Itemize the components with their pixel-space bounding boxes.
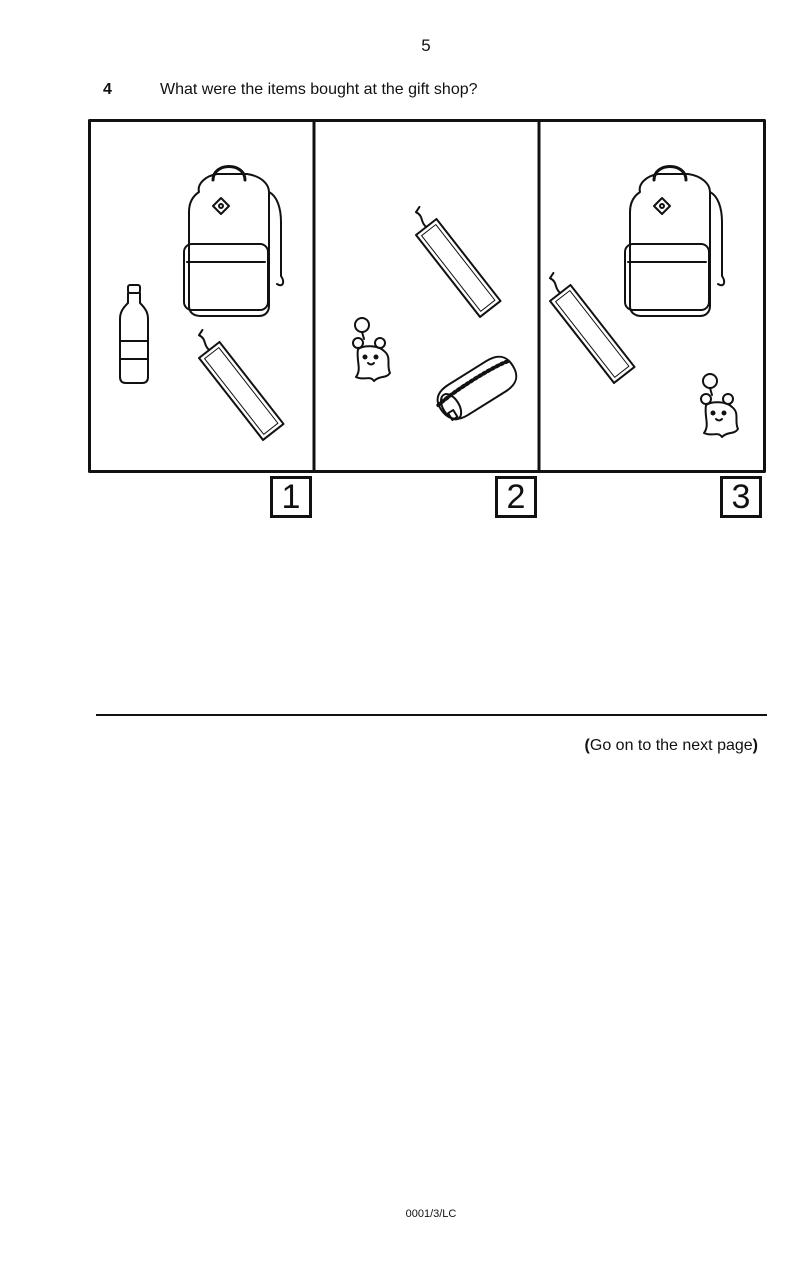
next-page-paren-open: ( [584,737,590,754]
document-code: 0001/3/LC [405,1208,457,1220]
picture-panels [88,119,766,473]
option-1-number: 1 [281,478,301,516]
panel-3 [538,167,738,438]
bookmark-icon [187,326,284,440]
option-2-label[interactable] [495,476,537,518]
panel-1 [120,167,284,440]
bookmark-icon [538,269,635,383]
bear-keychain-icon [353,318,390,381]
bear-keychain-icon [701,374,738,437]
next-page-paren-close: ) [752,737,758,754]
backpack-icon [625,167,724,317]
pencil-case-icon [432,350,522,425]
section-divider [96,714,767,716]
question-text: What were the items bought at the gift shop? [160,81,478,98]
next-page-text: Go on to the next page [589,737,753,754]
panel-2 [353,203,522,425]
page-number: 5 [421,36,431,55]
backpack-icon [184,167,283,317]
option-3-label[interactable] [720,476,762,518]
option-3-number: 3 [731,478,751,516]
next-page-note [585,737,758,755]
water-bottle-icon [120,285,148,383]
question-number: 4 [103,81,112,98]
bookmark-icon [404,203,501,317]
option-2-number: 2 [506,478,526,516]
option-1-label[interactable] [270,476,312,518]
